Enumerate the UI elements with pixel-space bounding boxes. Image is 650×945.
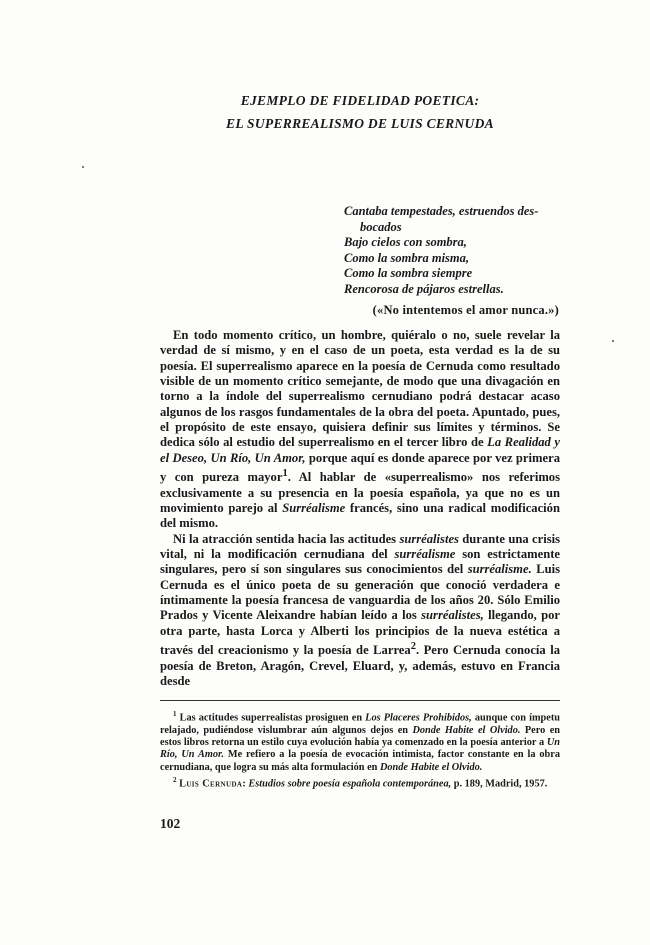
epigraph-verse: Como la sombra misma,: [344, 250, 470, 265]
footnotes: [160, 708, 560, 791]
footnote-1: [160, 708, 560, 774]
text-run: porque aquí es donde aparece por vez primera y con pureza mayor: [160, 450, 560, 485]
epigraph-verse: Cantaba tempestades, estruendos des-: [344, 204, 539, 218]
text-run: :: [242, 778, 249, 790]
epigraph-source: («No intentemos el amor nunca.»): [372, 303, 559, 317]
text-run: Ni la atracción sentida hacia las actitudes: [173, 531, 400, 546]
footnote-ref: 2: [410, 641, 416, 653]
paragraph: [160, 328, 560, 532]
epigraph-verse: Como la sombra siempre: [344, 266, 473, 280]
text-run: Pero en estos libros retorna un estilo cuya evolución había ya comenzado en la poesía anterior a: [160, 724, 560, 749]
book-title: Los Placeres Prohibidos,: [365, 712, 472, 724]
emphasis: surréalistes: [399, 531, 459, 546]
print-speck: [82, 166, 84, 168]
text-run: Las actitudes superrealistas prosiguen en: [179, 712, 366, 724]
book-title: Donde Habite el Olvido.: [379, 761, 483, 773]
footnote-number: 1: [173, 710, 177, 718]
text-run: son estrictamente singulares, pero sí son singulares sus conocimientos del: [160, 547, 560, 577]
print-speck: [612, 340, 614, 342]
book-title: Donde Habite el Olvido.: [412, 724, 521, 736]
book-title: Un Río, Un Amor.: [160, 737, 560, 761]
book-title: La Realidad y el Deseo, Un Río, Un Amor,: [160, 435, 560, 465]
text-run: durante una crisis vital, ni la modificación cernudiana del: [160, 531, 560, 561]
text-run: p. 189, Madrid, 1957.: [451, 778, 548, 790]
emphasis: Surréalisme: [282, 500, 346, 515]
text-run: . Al hablar de «superrealismo» nos referimos exclusivamente a su presencia en la poesía española, ya que no es un movimiento parejo al: [160, 470, 561, 515]
footnote-ref: 1: [282, 468, 288, 480]
footnote-2: [160, 774, 560, 791]
footnote-divider: [160, 700, 560, 701]
epigraph-verse: bocados: [360, 219, 402, 234]
article-title-line-2: EL SUPERREALISMO DE LUIS CERNUDA: [226, 116, 494, 131]
body-text: [160, 328, 560, 689]
paragraph: [160, 532, 560, 690]
emphasis: surréalisme: [394, 547, 456, 561]
text-run: . Pero Cernuda conocía la poesía de Breton, Aragón, Crevel, Eluard, y, además, estuvo en Francia desde: [160, 643, 560, 688]
text-run: aunque con ímpetu relajado, pudiéndose vislumbrar aún algunos dejos en: [160, 712, 560, 736]
emphasis: surréalistes,: [421, 608, 484, 623]
text-run: llegando, por otra parte, hasta Lorca y Alberti los principios de la nueva estética a través del creacionismo y la poesía de Larrea: [160, 608, 560, 658]
book-title: Estudios sobre poesía española contemporánea,: [248, 778, 452, 790]
epigraph: [344, 204, 559, 319]
article-title-line-1: EJEMPLO DE FIDELIDAD POETICA:: [240, 93, 480, 108]
emphasis: surréalisme.: [467, 562, 532, 577]
footnote-number: 2: [173, 775, 177, 784]
page-number: 102: [160, 816, 181, 831]
author-name: Luis Cernuda: [179, 778, 243, 790]
text-run: francés, sino una radical modificación del mismo.: [160, 500, 560, 531]
text-run: En todo momento crítico, un hombre, quiéralo o no, suele revelar la verdad de sí mismo, y en el caso de un poeta, esta verdad es la de su poesía. El superrealismo aparece en la poesía de Cernuda como resultado visible de un momento crítico semejante, de modo que una divagación en torno a la índole del superrealismo cernudiano podrá destacar acaso algunos de los rasgos fundamentales de la obra del poeta. Apuntado, pues, el propósito de este ensayo, quisiera definir sus límites y términos. Se dedica sólo al estudio del superrealismo en el tercer libro de: [160, 328, 560, 450]
text-run: Me refiero a la poesía de evocación intimista, factor constante en la obra cernudiana, que logra su más alta formulación en: [160, 749, 560, 773]
epigraph-verse: Bajo cielos con sombra,: [344, 235, 467, 249]
text-run: Luis Cernuda es el único poeta de su generación que conoció verdadera e íntimamente la poesía francesa de vanguardia de los años 20. Sólo Emilio Prados y Vicente Aleixandre habían leído a los: [160, 562, 560, 623]
epigraph-verse: Rencorosa de pájaros estrellas.: [344, 281, 504, 296]
